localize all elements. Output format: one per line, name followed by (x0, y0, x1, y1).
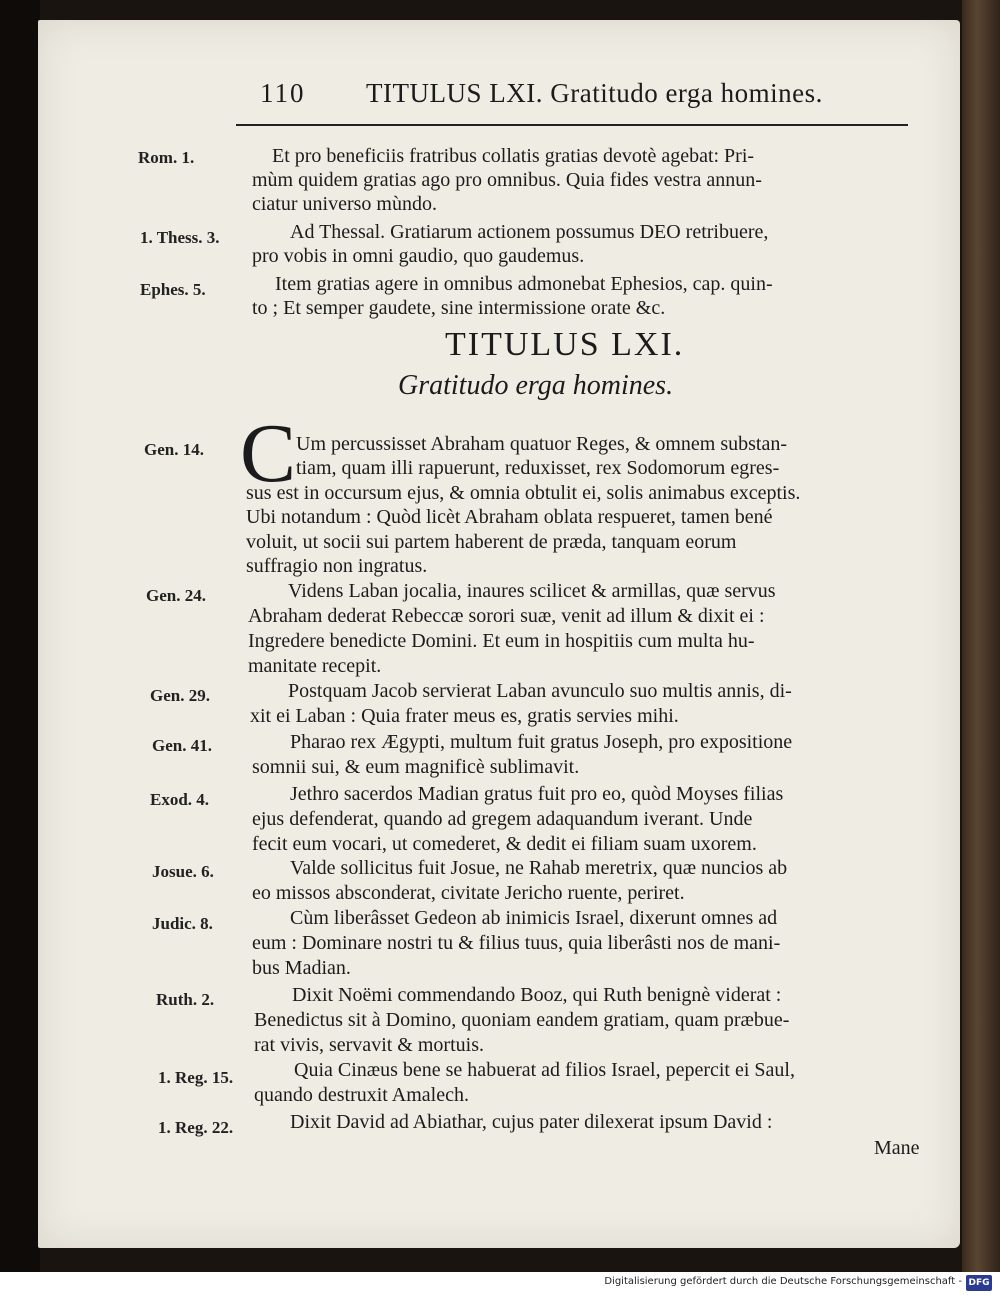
text-line: Valde sollicitus fuit Josue, ne Rahab meretrix, quæ nuncios ab (290, 857, 788, 879)
running-header (228, 78, 908, 118)
margin-reference: Ephes. 5. (140, 280, 206, 299)
margin-reference: 1. Reg. 15. (158, 1068, 234, 1087)
text-line: Pharao rex Ægypti, multum fuit gratus Joseph, pro expositione (290, 731, 793, 753)
page-number: 110 (260, 78, 306, 108)
text-line: to ; Et semper gaudete, sine intermissione orate &c. (252, 297, 666, 319)
margin-reference: Ruth. 2. (156, 990, 215, 1009)
margin-reference: Gen. 24. (146, 586, 206, 605)
text-line: rat vivis, servavit & mortuis. (254, 1034, 484, 1056)
margin-reference: Gen. 14. (144, 440, 204, 459)
drop-capital: C (240, 407, 297, 500)
section-title: TITULUS LXI. (445, 326, 685, 363)
text-line: Jethro sacerdos Madian gratus fuit pro eo, quòd Moyses filias (290, 783, 784, 805)
section-subtitle: Gratitudo erga homines. (398, 370, 674, 401)
margin-reference: Judic. 8. (152, 914, 213, 933)
dfg-logo: DFG (966, 1275, 992, 1291)
text-line: voluit, ut socii sui partem haberent de præda, tanquam eorum (246, 531, 737, 553)
margin-reference: 1. Reg. 22. (158, 1118, 234, 1137)
text-line: sus est in occursum ejus, & omnia obtulit ei, solis animabus exceptis. (246, 482, 801, 504)
margin-reference: Gen. 29. (150, 686, 210, 705)
text-line: suffragio non ingratus. (246, 555, 428, 577)
text-line: Um percussisset Abraham quatuor Reges, & omnem substan- (296, 433, 788, 455)
running-title: TITULUS LXI. Gratitudo erga homines. (366, 78, 823, 108)
text-line: Ubi notandum : Quòd licèt Abraham oblata respueret, tamen bené (246, 506, 773, 528)
text-line: Cùm liberâsset Gedeon ab inimicis Israel, dixerunt omnes ad (290, 907, 778, 929)
text-line: xit ei Laban : Quia frater meus es, gratis servies mihi. (250, 705, 679, 727)
text-line: Quia Cinæus bene se habuerat ad filios Israel, pepercit ei Saul, (294, 1059, 795, 1081)
text-line: Dixit Noëmi commendando Booz, qui Ruth benignè viderat : (292, 984, 782, 1006)
catchword: Mane (874, 1137, 920, 1159)
text-line: eum : Dominare nostri tu & filius tuus, quia liberâsti nos de mani- (252, 932, 781, 954)
margin-reference: Exod. 4. (150, 790, 210, 809)
text-line: tiam, quam illi rapuerunt, reduxisset, rex Sodomorum egres- (296, 457, 780, 479)
funding-notice: Digitalisierung gefördert durch die Deutsche Forschungsgemeinschaft - (604, 1276, 962, 1287)
margin-reference: Rom. 1. (138, 148, 195, 167)
book-edge-left (0, 0, 40, 1272)
text-line: bus Madian. (252, 957, 351, 979)
text-line: Ad Thessal. Gratiarum actionem possumus DEO retribuere, (290, 221, 769, 243)
text-line: pro vobis in omni gaudio, quo gaudemus. (252, 245, 585, 267)
text-line: quando destruxit Amalech. (254, 1084, 469, 1106)
margin-reference: Gen. 41. (152, 736, 212, 755)
text-line: Item gratias agere in omnibus admonebat Ephesios, cap. quin- (275, 273, 773, 295)
text-line: Videns Laban jocalia, inaures scilicet & armillas, quæ servus (288, 580, 776, 602)
text-line: Dixit David ad Abiathar, cujus pater dilexerat ipsum David : (290, 1111, 773, 1133)
digitization-footer (0, 1272, 1000, 1295)
text-line: Postquam Jacob servierat Laban avunculo suo multis annis, di- (288, 680, 792, 702)
text-line: eo missos absconderat, civitate Jericho ruente, periret. (252, 882, 685, 904)
margin-reference: 1. Thess. 3. (140, 228, 220, 247)
text-line: manitate recepit. (248, 655, 382, 677)
margin-reference: Josue. 6. (152, 862, 214, 881)
text-line: somnii sui, & eum magnificè sublimavit. (252, 756, 580, 778)
text-line: ciatur universo mùndo. (252, 193, 437, 215)
text-line: mùm quidem gratias ago pro omnibus. Quia fides vestra annun- (252, 169, 762, 191)
text-line: Abraham dederat Rebeccæ sorori suæ, venit ad illum & dixit ei : (248, 605, 765, 627)
book-spine (962, 0, 1000, 1272)
text-line: Et pro beneficiis fratribus collatis gratias devotè agebat: Pri- (272, 145, 755, 167)
header-rule (236, 124, 908, 126)
text-line: Benedictus sit à Domino, quoniam eandem gratiam, quam præbue- (254, 1009, 790, 1031)
text-line: Ingredere benedicte Domini. Et eum in hospitiis cum multa hu- (248, 630, 755, 652)
text-line: fecit eum vocari, ut comederet, & dedit ei filiam suam uxorem. (252, 833, 757, 855)
text-line: ejus defenderat, quando ad gregem adaquandum iverant. Unde (252, 808, 753, 830)
